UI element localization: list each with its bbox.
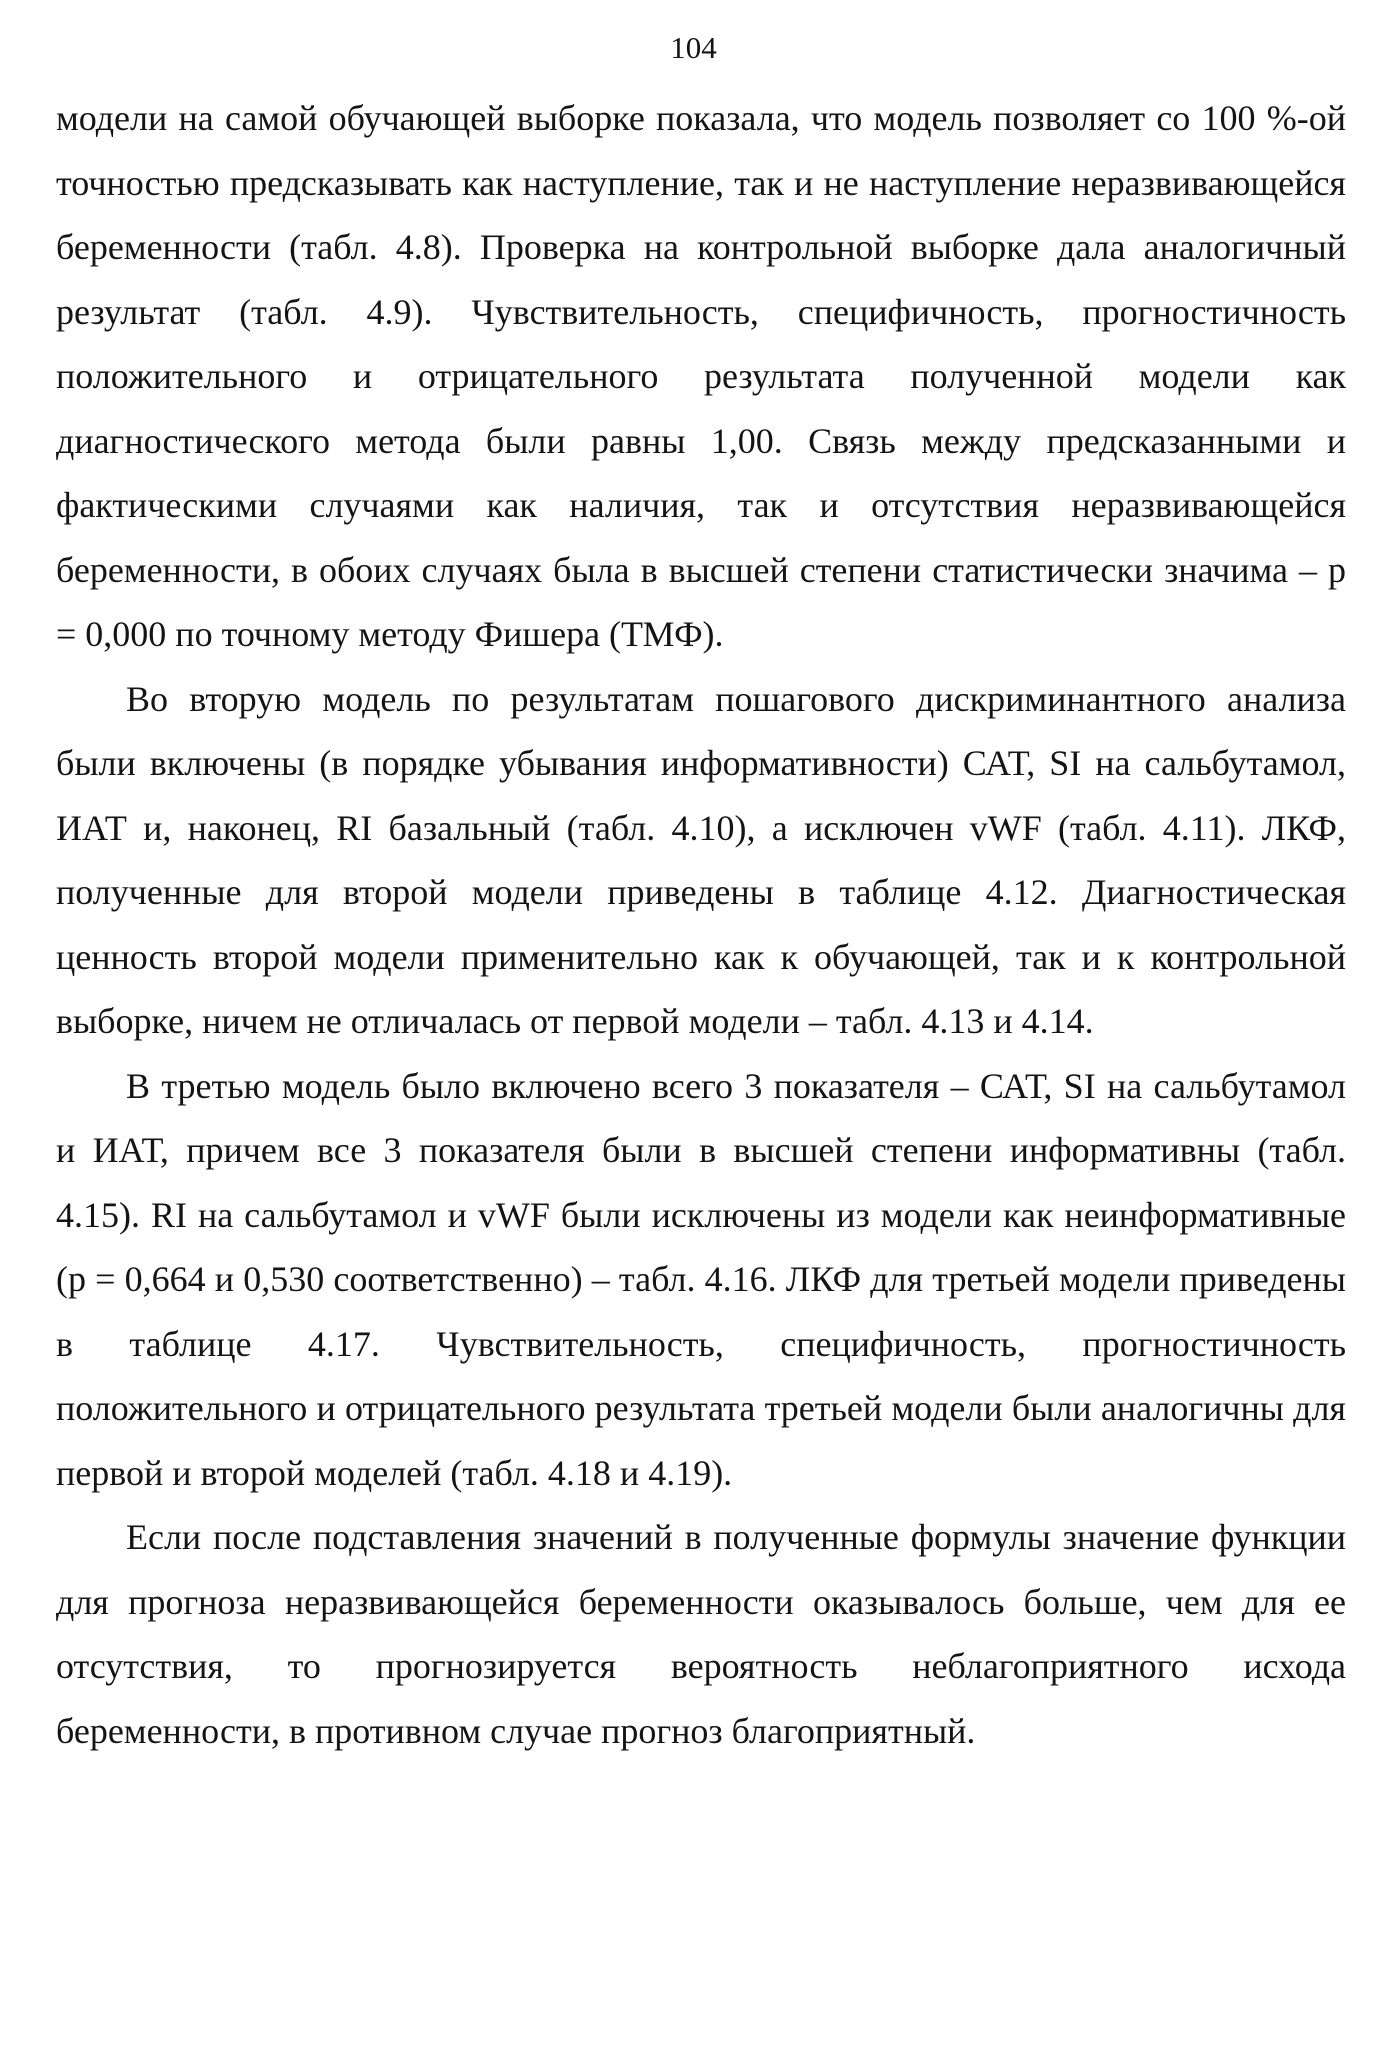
body-text: [56, 86, 1346, 1763]
paragraph-continuation: модели на самой обучающей выборке показала, что модель позволяет со 100 %-ой точностью предсказывать как наступление, так и не наступление неразвивающейся беременности (табл. 4.8). Проверка на контрольной выборке дала аналогичный результат (табл. 4.9). Чувствительность, специфичность, прогностичность положительного и отрицательного результата полученной модели как диагностического метода были равны 1,00. Связь между предсказанными и фактическими случаями как наличия, так и отсутствия неразвивающейся беременности, в обоих случаях была в высшей степени статистически значима – p = 0,000 по точному методу Фишера (ТМФ).: [56, 98, 1346, 654]
paragraph-second-model: Во вторую модель по результатам пошагового дискриминантного анализа были включены (в порядке убывания информативности) САТ, SI на сальбутамол, ИАТ и, наконец, RI базальный (табл. 4.10), а исключен vWF (табл. 4.11). ЛКФ, полученные для второй модели приведены в таблице 4.12. Диагностическая ценность второй модели применительно как к обучающей, так и к контрольной выборке, ничем не отличалась от первой модели – табл. 4.13 и 4.14.: [56, 678, 1346, 1041]
paragraph-third-model: В третью модель было включено всего 3 показателя – САТ, SI на сальбутамол и ИАТ, причем все 3 показателя были в высшей степени информативны (табл. 4.15). RI на сальбутамол и vWF были исключены из модели как неинформативные (p = 0,664 и 0,530 соответственно) – табл. 4.16. ЛКФ для третьей модели приведены в таблице 4.17. Чувствительность, специфичность, прогностичность положительного и отрицательного результата третьей модели были аналогичны для первой и второй моделей (табл. 4.18 и 4.19).: [56, 1065, 1346, 1493]
paragraph-prognosis: Если после подставления значений в полученные формулы значение функции для прогноза неразвивающейся беременности оказывалось больше, чем для ее отсутствия, то прогнозируется вероятность неблагоприятного исхода беременности, в противном случае прогноз благоприятный.: [56, 1517, 1346, 1751]
page-number: 104: [670, 30, 717, 65]
